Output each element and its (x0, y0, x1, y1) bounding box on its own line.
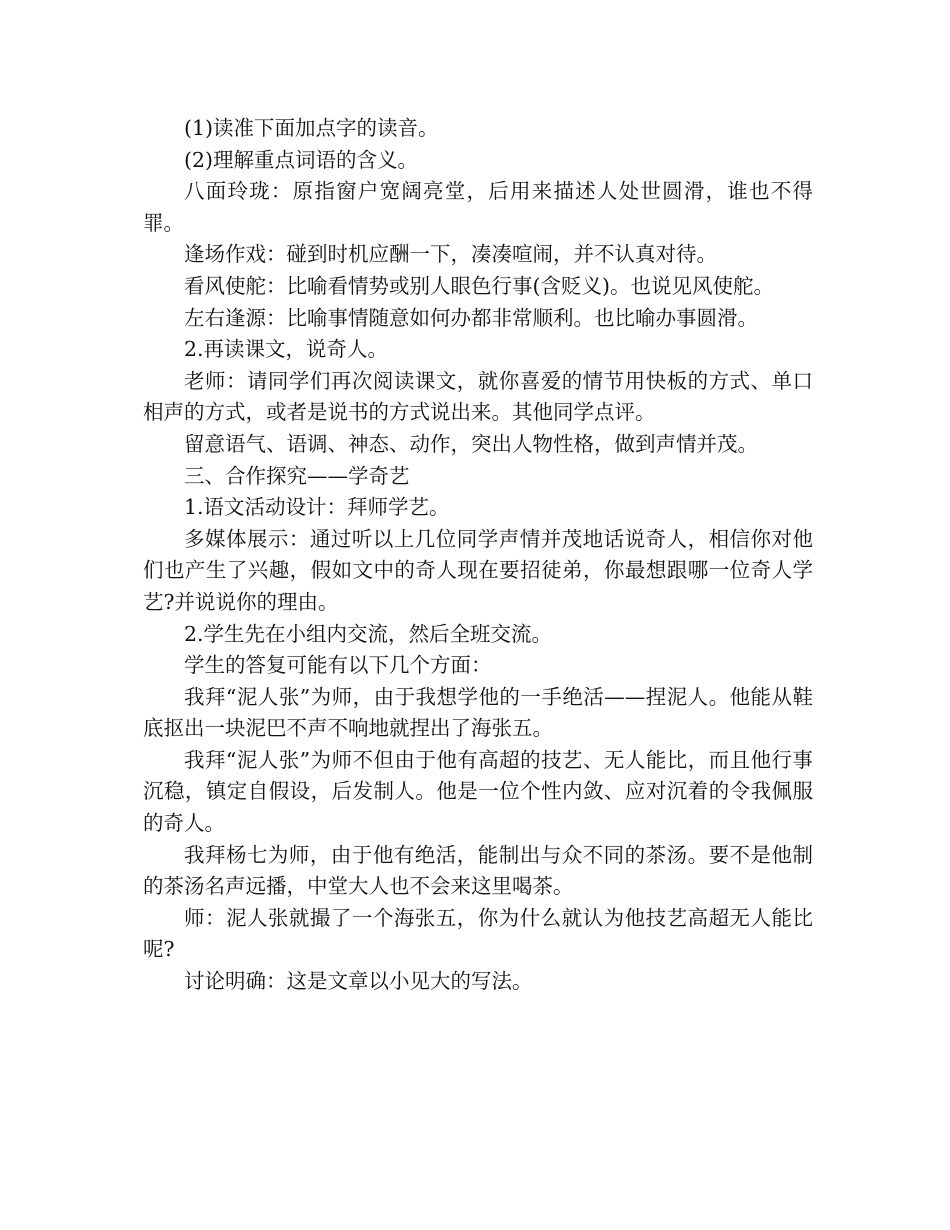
section-heading-cooperation: 三、合作探究——学奇艺 (184, 463, 410, 488)
paragraph-multimedia-display: 多媒体展示：通过听以上几位同学声情并茂地话说奇人，相信你对他们也产生了兴趣，假如文中的奇人现在要招徒弟，你最想跟哪一位奇人学艺?并说说你的理由。 (143, 526, 813, 614)
paragraph-step-reread: 2.再读课文，说奇人。 (184, 337, 389, 362)
paragraph-group-discussion: 2.学生先在小组内交流，然后全班交流。 (184, 621, 553, 646)
paragraph-definition-kanfengshiduo: 看风使舵：比喻看情势或别人眼色行事(含贬义)。也说见风使舵。 (184, 273, 774, 298)
document-body (143, 113, 813, 998)
paragraph-discussion-conclusion: 讨论明确：这是文章以小见大的写法。 (184, 969, 533, 994)
paragraph-activity-design: 1.语文活动设计：拜师学艺。 (184, 495, 450, 520)
paragraph-attention-note: 留意语气、语调、神态、动作，突出人物性格，做到声情并茂。 (184, 431, 758, 456)
paragraph-answer-1: 我拜“泥人张”为师，由于我想学他的一手绝活——捏泥人。他能从鞋底抠出一块泥巴不声不响地就捏出了海张五。 (143, 684, 813, 741)
paragraph-teacher-question: 师：泥人张就撮了一个海张五，你为什么就认为他技艺高超无人能比呢? (143, 905, 813, 962)
paragraph-possible-answers: 学生的答复可能有以下几个方面： (184, 653, 492, 678)
paragraph-reading-pronunciation: (1)读准下面加点字的读音。 (184, 116, 439, 140)
paragraph-definition-fengchangzuoxi: 逢场作戏：碰到时机应酬一下，凑凑喧闹，并不认真对待。 (184, 242, 717, 267)
paragraph-teacher-instruction: 老师：请同学们再次阅读课文，就你喜爱的情节用快板的方式、单口相声的方式，或者是说书的方式说出来。其他同学点评。 (143, 368, 813, 425)
paragraph-answer-3: 我拜杨七为师，由于他有绝活，能制出与众不同的茶汤。要不是他制的茶汤名声远播，中堂大人也不会来这里喝茶。 (143, 842, 813, 899)
paragraph-understanding-words: (2)理解重点词语的含义。 (184, 147, 419, 172)
paragraph-answer-2: 我拜“泥人张”为师不但由于他有高超的技艺、无人能比，而且他行事沉稳，镇定自假设，后发制人。他是一位个性内敛、应对沉着的令我佩服的奇人。 (143, 747, 813, 836)
paragraph-definition-bamianlinglong: 八面玲珑：原指窗户宽阔亮堂，后用来描述人处世圆滑，谁也不得罪。 (143, 179, 813, 235)
paragraph-definition-zuoyoufengyuan: 左右逢源：比喻事情随意如何办都非常顺利。也比喻办事圆滑。 (184, 305, 758, 330)
